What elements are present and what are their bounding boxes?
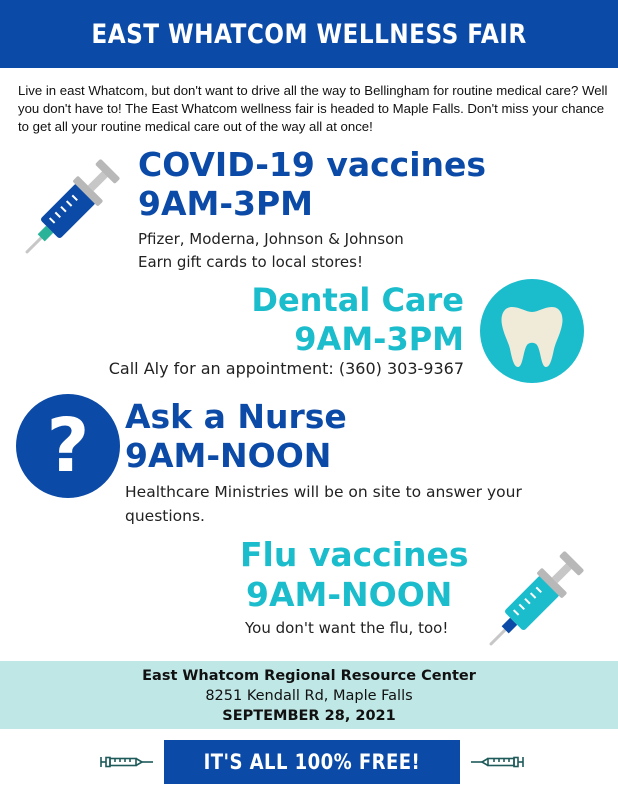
covid-vaccine-brands: Pfizer, Moderna, Johnson & Johnson [138,230,404,248]
syringe-icon [478,540,596,656]
venue-address: 8251 Kendall Rd, Maple Falls [205,688,413,704]
covid-vaccines-time: 9AM-3PM [138,184,314,223]
event-location-band [0,661,618,729]
ask-a-nurse-time: 9AM-NOON [125,436,332,475]
syringe-icon [14,148,132,264]
flu-vaccines-subtitle: You don't want the flu, too! [245,619,449,637]
free-banner [164,740,460,784]
ask-a-nurse-heading: Ask a Nurse [125,397,347,436]
syringe-outline-icon [100,754,154,770]
intro-paragraph: Live in east Whatcom, but don't want to drive all the way to Bellingham for routine medical care? Well you don't have to! The East Whatcom wellness fair is headed to Maple Falls. Don't miss your chance to get all your routine medical care out of the way all at once! [18,83,608,134]
free-banner-text: IT'S ALL 100% FREE! [203,750,421,774]
page-title: EAST WHATCOM WELLNESS FAIR [91,18,527,50]
dental-care-time: 9AM-3PM [294,320,464,358]
tooth-icon [480,279,584,383]
event-date: SEPTEMBER 28, 2021 [222,708,396,724]
tooth-icon-circle [480,279,584,383]
flu-vaccines-time: 9AM-NOON [246,575,453,614]
header-banner [0,0,618,68]
question-icon-circle [16,394,120,498]
ask-a-nurse-description: Healthcare Ministries will be on site to answer your questions. [125,483,522,525]
dental-care-heading: Dental Care [251,281,464,319]
covid-gift-card-note: Earn gift cards to local stores! [138,253,363,271]
dental-appointment-phone: Call Aly for an appointment: (360) 303-9367 [108,359,464,378]
covid-vaccines-heading: COVID-19 vaccines [138,145,487,184]
question-mark-icon: ? [46,403,90,489]
syringe-outline-icon [470,754,524,770]
flu-vaccines-heading: Flu vaccines [240,535,469,574]
venue-name: East Whatcom Regional Resource Center [142,668,476,684]
